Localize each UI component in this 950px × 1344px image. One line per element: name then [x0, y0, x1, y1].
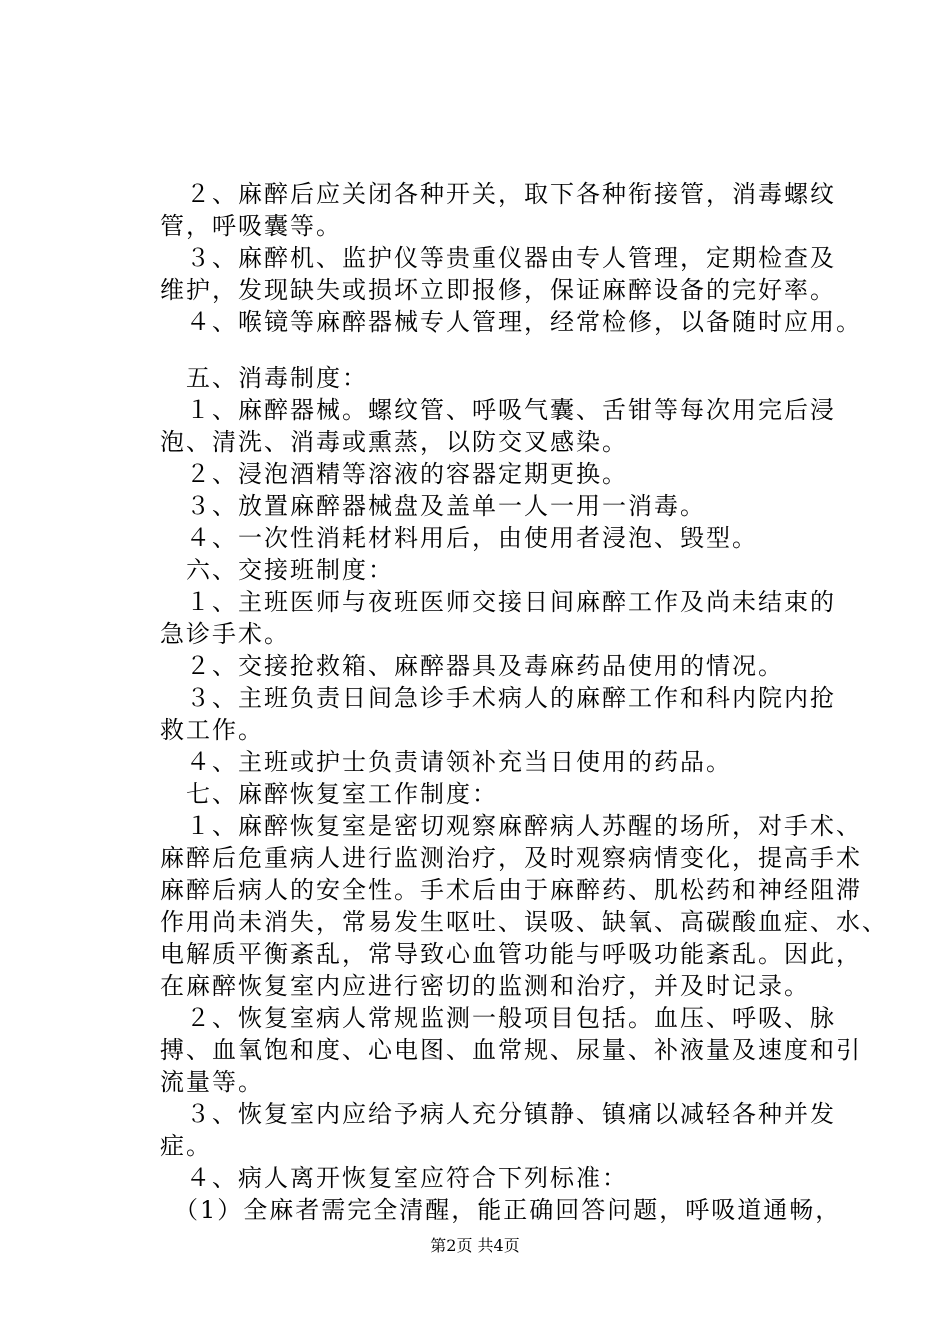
text-line: １、主班医师与夜班医师交接日间麻醉工作及尚未结束的	[160, 588, 836, 616]
text-line: ２、交接抢救箱、麻醉器具及毒麻药品使用的情况。	[160, 652, 784, 680]
text-line: ２、麻醉后应关闭各种开关，取下各种衔接管，消毒螺纹	[160, 180, 836, 208]
text-line: ４、主班或护士负责请领补充当日使用的药品。	[160, 748, 732, 776]
text-line: 泡、清洗、消毒或熏蒸，以防交叉感染。	[160, 428, 628, 456]
text-line: 症。	[160, 1132, 212, 1160]
text-line: ３、主班负责日间急诊手术病人的麻醉工作和科内院内抢	[160, 684, 836, 712]
section-heading: 七、麻醉恢复室工作制度：	[160, 780, 498, 808]
text-line: ４、一次性消耗材料用后，由使用者浸泡、毁型。	[160, 524, 758, 552]
text-line: 麻醉后病人的安全性。手术后由于麻醉药、肌松药和神经阻滞	[160, 876, 862, 904]
text-line: 救工作。	[160, 716, 264, 744]
text-line: ２、浸泡酒精等溶液的容器定期更换。	[160, 460, 628, 488]
text-line: 流量等。	[160, 1068, 264, 1096]
text-line: ４、喉镜等麻醉器械专人管理，经常检修，以备随时应用。	[160, 308, 862, 336]
text-line: ３、麻醉机、监护仪等贵重仪器由专人管理，定期检查及	[160, 244, 836, 272]
text-line: 电解质平衡紊乱，常导致心血管功能与呼吸功能紊乱。因此，	[160, 940, 862, 968]
text-line: 麻醉后危重病人进行监测治疗，及时观察病情变化，提高手术	[160, 844, 862, 872]
text-line: 搏、血氧饱和度、心电图、血常规、尿量、补液量及速度和引	[160, 1036, 862, 1064]
text-line: 管，呼吸囊等。	[160, 212, 342, 240]
text-line: 急诊手术。	[160, 620, 290, 648]
text-line: ３、恢复室内应给予病人充分镇静、镇痛以减轻各种并发	[160, 1100, 836, 1128]
section-heading: 六、交接班制度：	[160, 556, 394, 584]
text-line: （1）全麻者需完全清醒，能正确回答问题，呼吸道通畅，	[160, 1196, 842, 1224]
text-line: 作用尚未消失，常易发生呕吐、误吸、缺氧、高碳酸血症、水、	[160, 908, 888, 936]
text-line: １、麻醉器械。螺纹管、呼吸气囊、舌钳等每次用完后浸	[160, 396, 836, 424]
text-line: ３、放置麻醉器械盘及盖单一人一用一消毒。	[160, 492, 706, 520]
text-line: 在麻醉恢复室内应进行密切的监测和治疗，并及时记录。	[160, 972, 810, 1000]
section-heading: 五、消毒制度：	[160, 364, 368, 392]
text-line: ４、病人离开恢复室应符合下列标准：	[160, 1164, 628, 1192]
text-line: １、麻醉恢复室是密切观察麻醉病人苏醒的场所，对手术、	[160, 812, 862, 840]
text-line: ２、恢复室病人常规监测一般项目包括。血压、呼吸、脉	[160, 1004, 836, 1032]
text-line: 维护，发现缺失或损坏立即报修，保证麻醉设备的完好率。	[160, 276, 836, 304]
page-number-footer: 第2页 共4页	[430, 1236, 520, 1255]
